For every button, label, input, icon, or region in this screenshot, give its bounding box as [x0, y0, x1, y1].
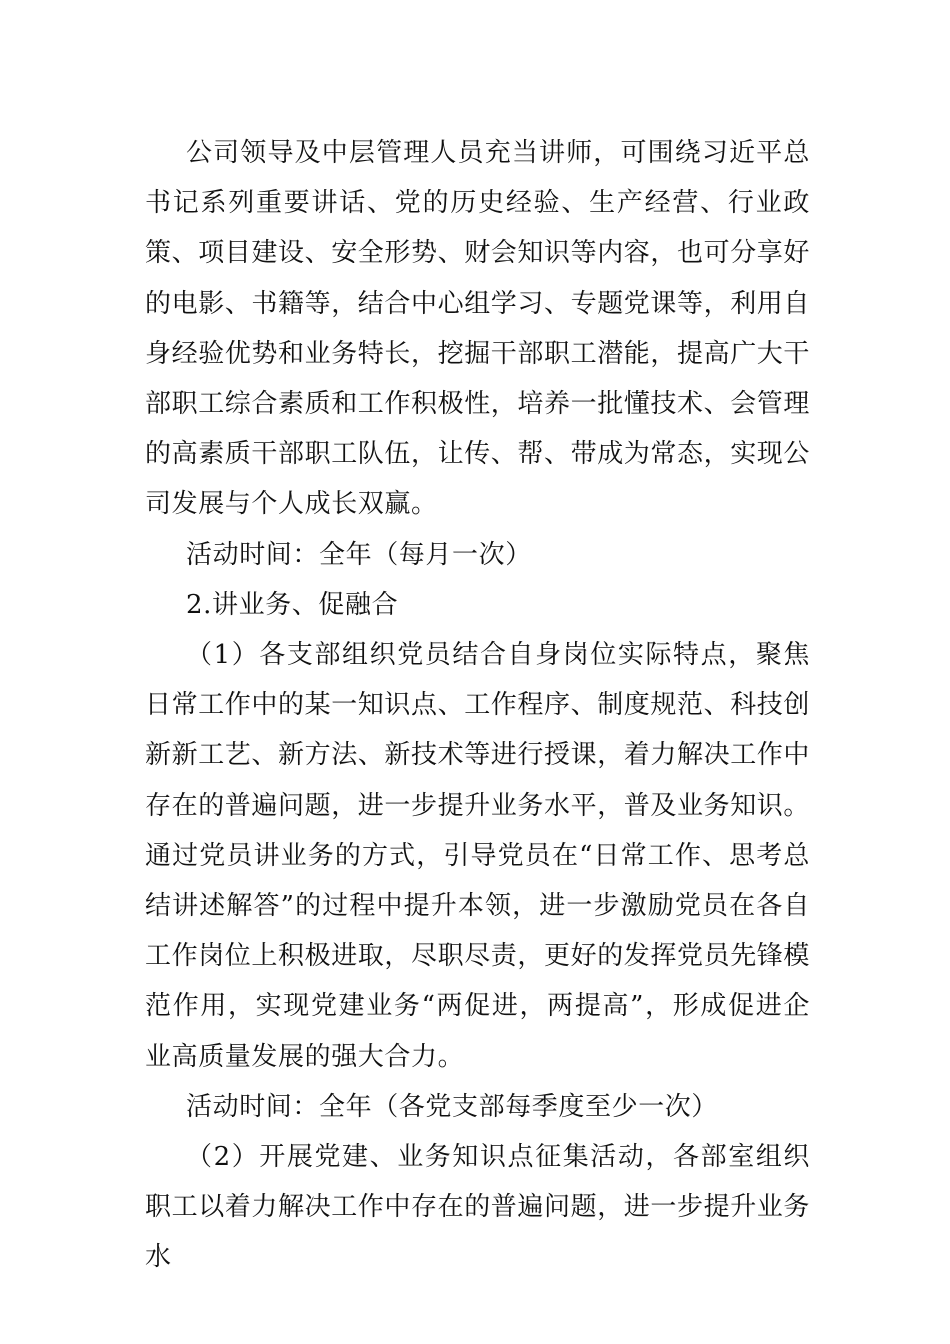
- paragraph-activity-time-quarterly: 活动时间：全年（各党支部每季度至少一次）: [186, 1091, 719, 1122]
- paragraph-activity-time-monthly: 活动时间：全年（每月一次）: [186, 539, 532, 570]
- paragraph-item-1-party-members-lecture: （1）各支部组织党员结合自身岗位实际特点，聚焦日常工作中的某一知识点、工作程序、制度规范、科技创新新工艺、新方法、新技术等进行授课，着力解决工作中存在的普遍问题，进一步提升业务水平，普及业务知识。通过党员讲业务的方式，引导党员在“日常工作、思考总结讲述解答”的过程中提升本领，进一步激励党员在各自工作岗位上积极进取，尽职尽责，更好的发挥党员先锋模范作用，实现党建业务“两促进，两提高”，形成促进企业高质量发展的强大合力。: [145, 640, 811, 1072]
- document-body: [145, 128, 810, 1283]
- paragraph-item-2-knowledge-collection: （2）开展党建、业务知识点征集活动，各部室组织职工以着力解决工作中存在的普遍问题，进一步提升业务水: [145, 1142, 811, 1273]
- section-heading-business-integration: 2.讲业务、促融合: [186, 589, 399, 620]
- paragraph-lecturers: 公司领导及中层管理人员充当讲师，可围绕习近平总书记系列重要讲话、党的历史经验、生产经营、行业政策、项目建设、安全形势、财会知识等内容，也可分享好的电影、书籍等，结合中心组学习、专题党课等，利用自身经验优势和业务特长，挖掘干部职工潜能，提高广大干部职工综合素质和工作积极性，培养一批懂技术、会管理的高素质干部职工队伍，让传、帮、带成为常态，实现公司发展与个人成长双赢。: [145, 138, 811, 520]
